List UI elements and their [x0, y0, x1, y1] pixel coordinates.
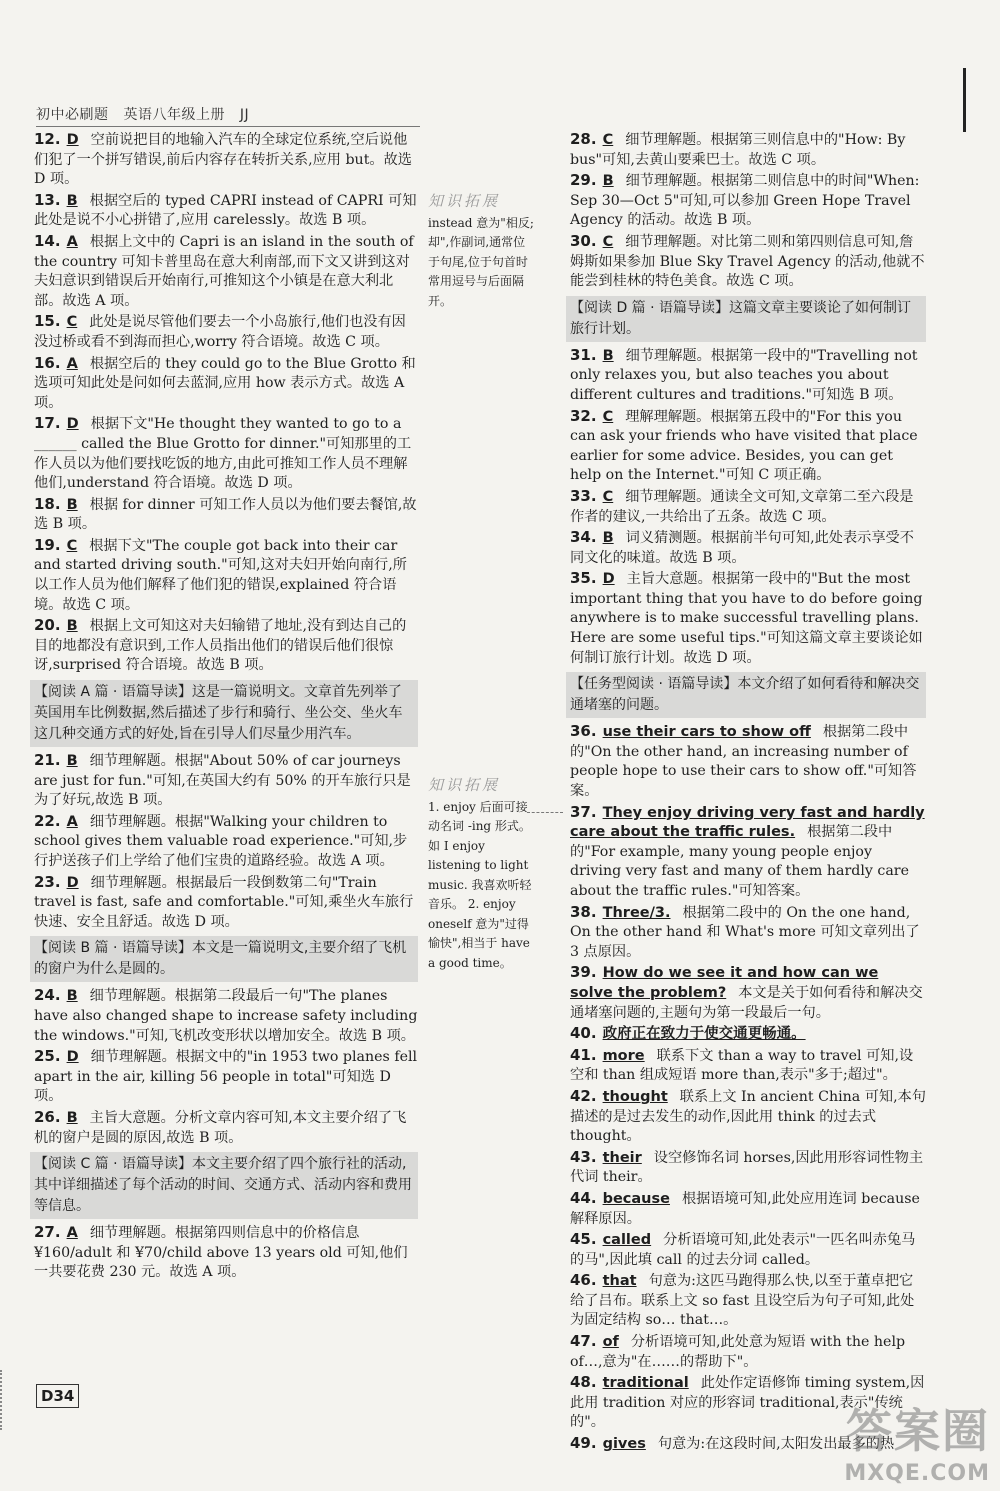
answer-key: B	[66, 988, 78, 1005]
explanation-text: 根据下文"He thought they wanted to go to a ______ called the Blue Grotto for dinner."可知那里的工作人员以为他们要找吃饭的地方,由此可推知工作人员不理解他们,understand 符合语境。故选 D 项。	[34, 416, 412, 492]
question-number: 29.	[570, 171, 597, 190]
question-number: 18.	[34, 494, 61, 513]
answer-key: D	[66, 132, 79, 148]
answer-item	[34, 312, 418, 352]
answer-key: D	[66, 874, 79, 891]
explanation-text: 本文是关于如何看待和解决交通堵塞问题的,主题句为第一段最后一句。	[570, 984, 923, 1021]
answer-item	[570, 130, 926, 170]
answer-key: that	[602, 1273, 637, 1290]
question-number: 13.	[34, 190, 61, 209]
answer-item	[570, 1148, 926, 1188]
question-number: 28.	[570, 130, 597, 148]
explanation-text: 根据第二段中的"On the other hand, an increasing number of people hope to use their cars to show off."可知答案。	[570, 724, 917, 800]
explanation-text: 细节理解题。通读全文可知,文章第二至六段是作者的建议,一共给出了五条。故选 C 项。	[570, 488, 914, 525]
watermark	[800, 1395, 990, 1486]
explanation-text: 句意为:这匹马跑得那么快,以至于董卓把它给了吕布。联系上文 so fast 且设空后为句子可知,此处为固定结构 so… that…。	[570, 1273, 915, 1329]
question-number: 41.	[570, 1045, 597, 1064]
answer-item	[34, 1047, 418, 1107]
question-number: 14.	[34, 231, 61, 250]
explanation-text: 根据上文中的 Capri is an island in the south of the country 可知卡普里岛在意大利南部,而下文又讲到这对夫妇意识到错误后开始南行,可推知这个小镇是在意大利北部。故选 A 项。	[34, 233, 414, 309]
question-number: 43.	[570, 1147, 597, 1166]
question-number: 22.	[34, 811, 61, 830]
left-answer-column	[34, 130, 418, 1284]
explanation-text: 此处作定语修饰 timing system,因此用 tradition 对应的形容词 traditional,表示"传统的"。	[570, 1375, 925, 1431]
tip-text: instead 意为"相反;却",作副词,通常位于句尾,位于句首时常用逗号与后面隔开。	[428, 215, 534, 308]
answer-key: because	[602, 1190, 670, 1207]
question-number: 46.	[570, 1271, 597, 1290]
answer-item	[34, 495, 418, 535]
explanation-text: 细节理解题。根据第四则信息中的价格信息 ¥160/adult 和 ¥70/child above 13 years old 可知,他们一共要花费 230 元。故选 A 项。	[34, 1225, 408, 1281]
answer-item	[570, 528, 926, 568]
question-number: 23.	[34, 872, 61, 891]
question-number: 31.	[570, 345, 597, 364]
section-guide: 【任务型阅读 · 语篇导读】本文介绍了如何看待和解决交通堵塞的问题。	[566, 672, 926, 718]
section-guide: 【阅读 A 篇 · 语篇导读】这是一篇说明文。文章首先列举了英国用车比例数据,然后描述了步行和骑行、坐公交、坐火车这几种交通方式的好处,旨在引导人们尽量少用汽车。	[30, 680, 418, 747]
answer-item	[570, 1332, 926, 1372]
answer-key: D	[602, 571, 615, 588]
answer-key: their	[602, 1149, 642, 1166]
header-divider	[36, 126, 420, 127]
subject-title: 英语八年级上册	[123, 107, 225, 123]
question-number: 47.	[570, 1332, 597, 1351]
question-number: 17.	[34, 414, 61, 433]
explanation-text: 根据空后的 typed CAPRI instead of CAPRI 可知此处是说不小心拼错了,应用 carelessly。故选 B 项。	[34, 192, 417, 229]
explanation-text: 根据空后的 they could go to the Blue Grotto 和选项可知此处是问如何去蓝洞,应用 how 表示方式。故选 A 项。	[34, 355, 416, 411]
answer-item	[34, 812, 418, 872]
tip-title: 知识拓展	[428, 192, 501, 210]
explanation-text: 根据 for dinner 可知工作人员以为他们要去餐馆,故选 B 项。	[34, 496, 417, 533]
answer-key: They enjoy driving very fast and hardly care about the traffic rules.	[570, 804, 925, 841]
explanation-text: 空前说把目的地输入汽车的全球定位系统,空后说他们犯了一个拼写错误,前后内容存在转折关系,应用 but。故选 D 项。	[34, 132, 412, 188]
answer-item	[570, 232, 926, 292]
answer-key: A	[66, 813, 78, 830]
explanation-text: 细节理解题。根据"Walking your children to school gives them valuable road experience."可知,步行护送孩子们上学给了他们宝贵的道路经验。故选 A 项。	[34, 813, 408, 869]
knowledge-tip-1	[428, 192, 536, 311]
answer-key: of	[602, 1334, 619, 1351]
question-number: 44.	[570, 1188, 597, 1207]
question-number: 21.	[34, 751, 61, 770]
knowledge-tip-2	[428, 776, 536, 973]
answer-item	[34, 751, 418, 811]
book-title: 初中必刷题	[36, 107, 109, 123]
answer-key: C	[602, 233, 614, 250]
answer-key: B	[66, 1109, 78, 1126]
answer-key: called	[602, 1232, 652, 1249]
answer-key: B	[66, 753, 78, 770]
answer-key: B	[66, 496, 78, 513]
answer-key: B	[66, 618, 78, 635]
answer-item	[570, 487, 926, 527]
answer-item	[570, 346, 926, 406]
question-number: 38.	[570, 902, 597, 921]
answer-item	[570, 407, 926, 486]
answer-key: B	[602, 347, 614, 364]
explanation-text: 细节理解题。对比第二则和第四则信息可知,詹姆斯如果参加 Blue Sky Travel Agency 的活动,他就不能尝到桂林的特色美食。故选 C 项。	[570, 233, 925, 290]
answer-item	[570, 569, 926, 668]
answer-item	[570, 1230, 926, 1270]
answer-item	[570, 1087, 926, 1147]
answer-item	[570, 1189, 926, 1229]
answer-item	[570, 1024, 926, 1045]
explanation-text: 联系下文 than a way to travel 可知,设空和 than 组成短语 more than,表示"多于;超过"。	[570, 1047, 914, 1084]
explanation-text: 主旨大意题。分析文章内容可知,本文主要介绍了飞机的窗户是圆的原因,故选 B 项。	[34, 1109, 407, 1146]
answer-item	[34, 354, 418, 414]
answer-item	[34, 536, 418, 615]
answer-item	[34, 616, 418, 676]
tip-text: 1. enjoy 后面可接动名词 -ing 形式。如 I enjoy listening to light music. 我喜欢听轻音乐。 2. enjoy oneself 意为"过得愉快",相当于 have a good time。	[428, 799, 532, 970]
explanation-text: 根据语境可知,此处应用连词 because 解释原因。	[570, 1190, 920, 1227]
question-number: 37.	[570, 802, 597, 821]
section-guide: 【阅读 B 篇 · 语篇导读】本文是一篇说明文,主要介绍了飞机的窗户为什么是圆的。	[30, 936, 418, 982]
answer-key: 政府正在致力于使交通更畅通。	[602, 1026, 806, 1043]
explanation-text: 理解理解题。根据第五段中的"For this you can ask your friends who have visited that place earlier for some advice. Besides, you can get help on the Internet."可知 C 项正确。	[570, 408, 918, 484]
running-header	[36, 104, 259, 124]
question-number: 32.	[570, 406, 597, 425]
answer-key: thought	[602, 1088, 668, 1105]
explanation-text: 根据第二段中的"For example, many young people enjoy driving very fast and many of them hardly care about the traffic rules."可知答案。	[570, 824, 909, 899]
question-number: 27.	[34, 1223, 61, 1242]
explanation-text: 句意为:在这段时间,太阳发出最多的热	[657, 1436, 895, 1453]
corner-bar	[963, 68, 966, 132]
explanation-text: 主旨大意题。根据第一段中的"But the most important thing that you have to do before going anywhere is to make successful travelling plans. Here are some useful tips."可知这篇文章主要谈论如何制订旅行计划。故选 D 项。	[570, 571, 923, 666]
answer-item	[34, 130, 418, 190]
question-number: 19.	[34, 535, 61, 554]
answer-key: more	[602, 1047, 645, 1064]
answer-item	[34, 873, 418, 933]
section-guide: 【阅读 D 篇 · 语篇导读】这篇文章主要谈论了如何制订旅行计划。	[566, 296, 926, 342]
explanation-text: 设空修饰名词 horses,因此用形容词性物主代词 their。	[570, 1149, 924, 1186]
answer-item	[34, 1223, 418, 1283]
question-number: 12.	[34, 130, 61, 148]
question-number: 16.	[34, 353, 61, 372]
answer-key: D	[66, 1049, 79, 1066]
question-number: 49.	[570, 1434, 597, 1453]
explanation-text: 分析语境可知,此处表示"一匹名叫赤兔马的马",因此填 call 的过去分词 called。	[570, 1232, 916, 1268]
answer-key: C	[602, 408, 614, 425]
explanation-text: 联系上文 In ancient China 可知,本句描述的是过去发生的动作,因此用 think 的过去式 thought。	[570, 1088, 926, 1145]
answer-item	[34, 414, 418, 493]
explanation-text: 词义猜测题。根据前半句可知,此处表示享受不同文化的味道。故选 B 项。	[570, 530, 914, 566]
answer-item	[570, 722, 926, 801]
answer-item	[570, 1046, 926, 1086]
question-number: 24.	[34, 986, 61, 1005]
answer-key: A	[66, 355, 78, 372]
watermark-url: MXQE.COM	[844, 1461, 990, 1486]
question-number: 42.	[570, 1086, 597, 1105]
answer-key: B	[66, 192, 78, 209]
answer-key: Three/3.	[602, 904, 671, 921]
watermark-logo-text: 答案圈	[846, 1404, 990, 1458]
page-number: D34	[36, 1384, 79, 1408]
answer-key: C	[602, 132, 614, 148]
edition-label: JJ	[239, 107, 250, 123]
explanation-text: 根据下文"The couple got back into their car and started driving south."可知,这对夫妇开始向南行,所以工作人员为他们解释了他们犯的错误,explained 符合语境。故选 C 项。	[34, 537, 407, 613]
explanation-text: 细节理解题。根据最后一段倒数第二句"Train travel is fast, safe and comfortable."可知,乘坐火车旅行快速、安全且舒适。故选 D 项。	[34, 874, 414, 930]
explanation-text: 细节理解题。根据文中的"in 1953 two planes fell apart in the air, killing 56 people in total"可知选 D 项。	[34, 1049, 418, 1105]
question-number: 25.	[34, 1047, 61, 1066]
question-number: 15.	[34, 312, 61, 331]
explanation-text: 根据第二段中的 On the one hand, On the other hand 和 What's more 可知文章列出了 3 点原因。	[570, 904, 920, 960]
answer-key: C	[66, 314, 78, 331]
answer-key: A	[66, 1225, 78, 1242]
answer-item	[570, 803, 926, 902]
explanation-text: 细节理解题。根据"About 50% of car journeys are just for fun."可知,在英国大约有 50% 的开车旅行只是为了好玩,故选 B 项。	[34, 753, 411, 809]
answer-key: D	[66, 416, 79, 433]
explanation-text: 分析语境可知,此处意为短语 with the help of…,意为"在……的帮助下"。	[570, 1334, 906, 1370]
explanation-text: 细节理解题。根据第三则信息中的"How: By bus"可知,去黄山要乘巴士。故选 C 项。	[570, 132, 906, 168]
answer-item	[34, 191, 418, 231]
question-number: 30.	[570, 231, 597, 250]
explanation-text: 此处是说尽管他们要去一个小岛旅行,他们也没有因没过桥或看不到海而担心,worry 符合语境。故选 C 项。	[34, 314, 406, 350]
question-number: 34.	[570, 528, 597, 547]
question-number: 45.	[570, 1230, 597, 1249]
question-number: 40.	[570, 1024, 597, 1043]
answer-item	[570, 963, 926, 1023]
answer-key: How do we see it and how can we solve the problem?	[570, 965, 879, 1001]
answer-item	[570, 171, 926, 231]
explanation-text: 根据上文可知这对夫妇输错了地址,没有到达自己的目的地都没有意识到,工作人员指出他们的错误后他们很惊讶,surprised 符合语境。故选 B 项。	[34, 618, 407, 674]
answer-key: B	[602, 173, 614, 190]
answer-key: use their cars to show off	[602, 724, 811, 741]
page-tab-marker	[0, 1370, 38, 1430]
answer-key: B	[602, 530, 614, 547]
answer-item	[34, 986, 418, 1046]
answer-item	[570, 903, 926, 963]
question-number: 26.	[34, 1107, 61, 1126]
question-number: 33.	[570, 486, 597, 505]
answer-key: C	[66, 537, 78, 554]
answer-item	[34, 1108, 418, 1148]
section-guide: 【阅读 C 篇 · 语篇导读】本文主要介绍了四个旅行社的活动,其中详细描述了每个活动的时间、交通方式、活动内容和费用等信息。	[30, 1152, 418, 1219]
question-number: 48.	[570, 1373, 597, 1392]
tip-title: 知识拓展	[428, 776, 501, 794]
explanation-text: 细节理解题。根据第一段中的"Travelling not only relaxes you, but also teaches you about different cultures and traditions."可知选 B 项。	[570, 347, 918, 403]
question-number: 20.	[34, 616, 61, 635]
answer-item	[34, 232, 418, 311]
answer-key: C	[602, 488, 614, 505]
question-number: 39.	[570, 963, 597, 982]
answer-item	[570, 1271, 926, 1331]
answer-key: A	[66, 233, 78, 250]
answer-key: gives	[602, 1436, 646, 1453]
answer-key: traditional	[602, 1375, 689, 1392]
question-number: 36.	[570, 722, 597, 741]
explanation-text: 细节理解题。根据第二段最后一句"The planes have also changed shape to increase safety including the windows."可知,飞机改变形状以增加安全。故选 B 项。	[34, 988, 418, 1044]
tip-arrow	[527, 812, 563, 814]
explanation-text: 细节理解题。根据第二则信息中的时间"When: Sep 30—Oct 5"可知,可以参加 Green Hope Travel Agency 的活动。故选 B 项。	[570, 173, 920, 229]
question-number: 35.	[570, 569, 597, 588]
right-answer-column	[570, 130, 926, 1456]
